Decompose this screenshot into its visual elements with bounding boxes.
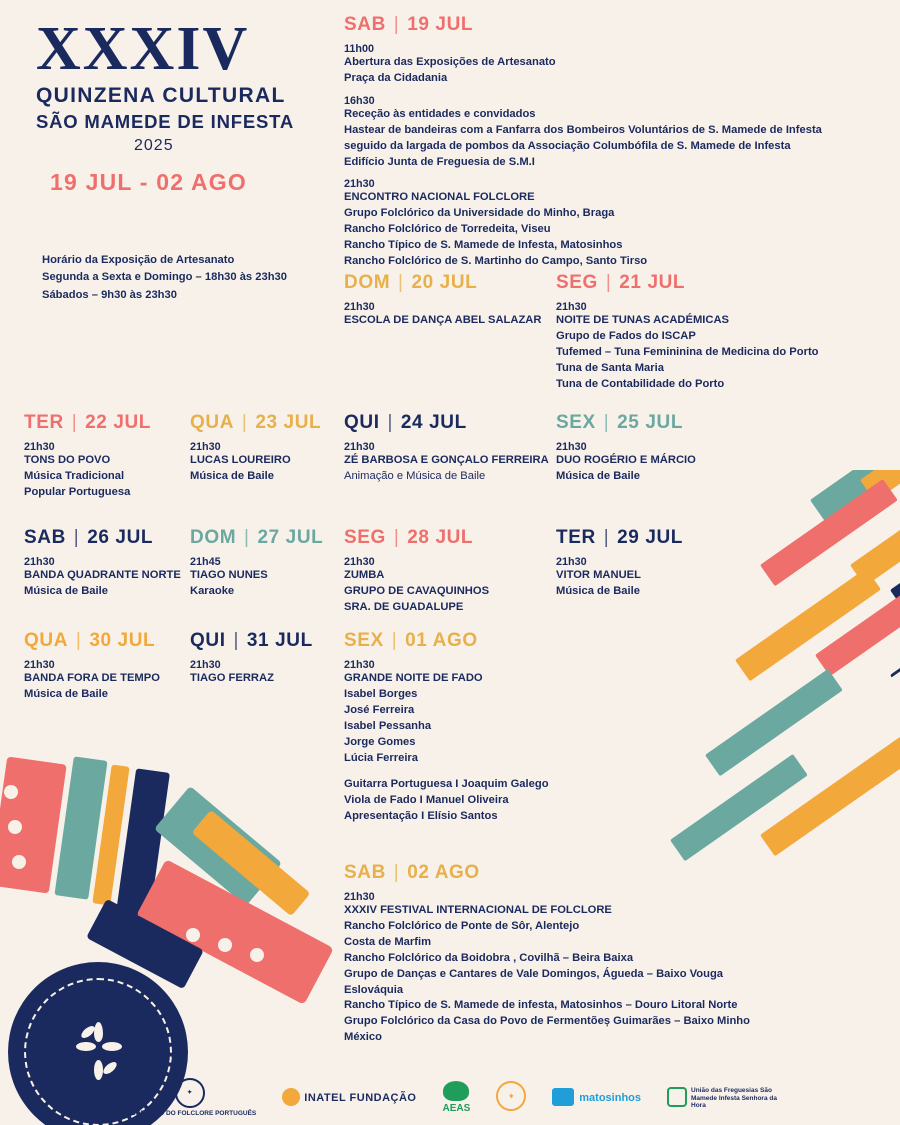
day-weekday: SEG bbox=[344, 527, 386, 548]
event-time: 16h30 bbox=[344, 94, 375, 107]
event-line: Rancho Folclórico de Torredeita, Viseu bbox=[344, 223, 551, 236]
event-time: 21h30 bbox=[344, 441, 375, 453]
event-time: 21h30 bbox=[344, 556, 375, 568]
day-weekday: QUI bbox=[344, 412, 380, 433]
logo-label: matosinhos bbox=[579, 1091, 641, 1104]
exhibition-hours-line2: Sábados – 9h30 às 23h30 bbox=[42, 288, 177, 301]
logo-matosinhos bbox=[552, 1088, 641, 1106]
uniao-freguesias-icon bbox=[667, 1087, 687, 1107]
day-block-sab-02-ago bbox=[344, 862, 864, 1046]
day-block-seg-21-jul bbox=[556, 272, 886, 393]
edition-number: XXXIV bbox=[36, 15, 250, 83]
poster-header bbox=[24, 14, 324, 304]
day-block-sab-19-jul bbox=[344, 14, 884, 270]
day-heading bbox=[344, 862, 864, 884]
event-line: LUCAS LOUREIRO bbox=[190, 454, 291, 466]
event-line: VITOR MANUEL bbox=[556, 569, 641, 581]
day-heading bbox=[556, 412, 766, 434]
day-block-sab-26-jul bbox=[24, 527, 189, 600]
logo-aeas bbox=[442, 1081, 470, 1115]
logo-label: FEDERAÇÃO DO FOLCLORE PORTUGUÊS bbox=[123, 1109, 257, 1117]
event-line: DUO ROGÉRIO E MÁRCIO bbox=[556, 454, 696, 466]
day-date: 02 AGO bbox=[407, 862, 480, 883]
event-line: ENCONTRO NACIONAL FOLCLORE bbox=[344, 191, 535, 204]
event-line: Música de Baile bbox=[190, 469, 274, 482]
day-separator: | bbox=[387, 14, 406, 35]
event-time: 21h30 bbox=[556, 301, 587, 313]
event-line: Eslováquia bbox=[344, 983, 404, 996]
matosinhos-icon bbox=[552, 1088, 574, 1106]
event-line: Tuna de Santa Maria bbox=[556, 361, 664, 374]
day-block-ter-29-jul bbox=[556, 527, 766, 600]
day-separator: | bbox=[65, 412, 84, 433]
event-line: Música de Baile bbox=[24, 584, 108, 597]
day-block-sex-25-jul bbox=[556, 412, 766, 485]
event-time: 21h30 bbox=[556, 441, 587, 453]
day-date: 20 JUL bbox=[411, 272, 478, 293]
day-separator: | bbox=[599, 272, 618, 293]
day-date: 24 JUL bbox=[400, 412, 467, 433]
event-line: SRA. DE GUADALUPE bbox=[344, 600, 464, 613]
logo-uniao-freguesias bbox=[667, 1085, 777, 1109]
aeas-tree-icon bbox=[443, 1081, 469, 1101]
day-block-qui-31-jul bbox=[190, 630, 340, 687]
day-weekday: DOM bbox=[190, 527, 237, 548]
event-line: Lúcia Ferreira bbox=[344, 751, 418, 764]
day-date: 30 JUL bbox=[89, 630, 156, 651]
event-line: BANDA FORA DE TEMPO bbox=[24, 672, 160, 684]
event-line: Isabel Borges bbox=[344, 687, 418, 700]
event-line: XXXIV FESTIVAL INTERNACIONAL DE FOLCLORE bbox=[344, 904, 612, 916]
day-block-qui-24-jul bbox=[344, 412, 554, 485]
day-weekday: SEX bbox=[344, 630, 384, 651]
day-weekday: DOM bbox=[344, 272, 391, 293]
day-weekday: TER bbox=[24, 412, 64, 433]
day-heading bbox=[344, 527, 554, 549]
event-line: TIAGO NUNES bbox=[190, 569, 268, 581]
day-date: 28 JUL bbox=[407, 527, 474, 548]
logo-brasao-junta bbox=[496, 1081, 526, 1113]
event-line: Costa de Marfim bbox=[344, 935, 432, 948]
day-block-dom-20-jul bbox=[344, 272, 544, 329]
day-separator: | bbox=[387, 862, 406, 883]
sponsor-logos bbox=[0, 1078, 900, 1117]
event-line: ZUMBA bbox=[344, 569, 385, 581]
logo-label: União das Freguesias São Mamede Infesta Senhora da Hora bbox=[691, 1087, 777, 1109]
event-line: Rancho Folclórico de Ponte de Sôr, Alentejo bbox=[344, 919, 580, 932]
day-heading bbox=[24, 630, 189, 652]
decoration-bottom-left bbox=[0, 730, 350, 1125]
event-time: 21h30 bbox=[344, 891, 375, 903]
event-line: Guitarra Portuguesa I Joaquim Galego bbox=[344, 778, 549, 791]
event-line: Receção às entidades e convidados bbox=[344, 107, 536, 120]
day-weekday: SEX bbox=[556, 412, 596, 433]
day-block-qua-23-jul bbox=[190, 412, 340, 485]
event-time: 21h30 bbox=[24, 659, 55, 671]
event-line: Grupo de Fados do ISCAP bbox=[556, 329, 696, 342]
day-heading bbox=[556, 527, 766, 549]
day-heading bbox=[190, 527, 340, 549]
event-line: NOITE DE TUNAS ACADÉMICAS bbox=[556, 314, 729, 326]
event-line: Grupo de Danças e Cantares de Vale Domingos, Águeda – Baixo Vouga bbox=[344, 967, 724, 980]
event-line: José Ferreira bbox=[344, 703, 415, 716]
logo-label: INATEL FUNDAÇÃO bbox=[304, 1091, 417, 1104]
event-line: ESCOLA DE DANÇA ABEL SALAZAR bbox=[344, 314, 542, 326]
event-time: 21h30 bbox=[344, 301, 375, 313]
event-line: Rancho Típico de S. Mamede de infesta, Matosinhos – Douro Litoral Norte bbox=[344, 999, 738, 1012]
day-date: 22 JUL bbox=[85, 412, 152, 433]
event-time: 11h00 bbox=[344, 43, 375, 55]
event-line: TIAGO FERRAZ bbox=[190, 672, 274, 684]
event-line: Rancho Folclórico de S. Martinho do Campo, Santo Tirso bbox=[344, 255, 648, 268]
brasao-icon: ⚜ bbox=[496, 1081, 526, 1111]
event-line: GRUPO DE CAVAQUINHOS bbox=[344, 584, 490, 597]
day-separator: | bbox=[67, 527, 86, 548]
day-date: 26 JUL bbox=[87, 527, 154, 548]
day-separator: | bbox=[597, 412, 616, 433]
day-block-ter-22-jul bbox=[24, 412, 184, 501]
event-name-line2: SÃO MAMEDE DE INFESTA bbox=[36, 111, 294, 132]
event-line: Apresentação I Elísio Santos bbox=[344, 810, 498, 823]
event-time: 21h30 bbox=[344, 178, 375, 191]
event-line: TONS DO POVO bbox=[24, 454, 111, 466]
logo-federacao-folclore-portugues bbox=[123, 1078, 256, 1117]
event-line: Praça da Cidadania bbox=[344, 71, 448, 84]
day-heading bbox=[344, 272, 544, 294]
day-date: 31 JUL bbox=[246, 630, 313, 651]
inatel-sun-icon bbox=[282, 1088, 300, 1106]
event-name-line1: QUINZENA CULTURAL bbox=[36, 84, 286, 107]
event-line: seguido da largada de pombos da Associação Columbófila de S. Mamede de Infesta bbox=[344, 139, 791, 152]
event-line: Música de Baile bbox=[556, 584, 640, 597]
day-separator: | bbox=[385, 630, 404, 651]
logo-inatel bbox=[282, 1088, 416, 1106]
day-block-qua-30-jul bbox=[24, 630, 189, 703]
day-date: 29 JUL bbox=[617, 527, 684, 548]
day-date: 21 JUL bbox=[619, 272, 686, 293]
event-line: Edifício Junta de Freguesia de S.M.I bbox=[344, 155, 535, 168]
event-line: Música de Baile bbox=[24, 687, 108, 700]
event-line: Tufemed – Tuna Femininina de Medicina do Porto bbox=[556, 345, 819, 358]
exhibition-hours bbox=[42, 252, 324, 304]
day-weekday: TER bbox=[556, 527, 596, 548]
event-dates: 19 JUL - 02 AGO bbox=[50, 169, 247, 195]
exhibition-hours-line1: Segunda a Sexta e Domingo – 18h30 às 23h30 bbox=[42, 271, 287, 284]
day-date: 25 JUL bbox=[617, 412, 684, 433]
event-line: Rancho Típico de S. Mamede de Infesta, Matosinhos bbox=[344, 239, 623, 252]
event-time: 21h30 bbox=[190, 441, 221, 453]
exhibition-hours-title: Horário da Exposição de Artesanato bbox=[42, 254, 235, 266]
day-date: 19 JUL bbox=[407, 14, 474, 35]
event-line: GRANDE NOITE DE FADO bbox=[344, 672, 483, 684]
day-weekday: SAB bbox=[344, 14, 386, 35]
day-date: 27 JUL bbox=[257, 527, 324, 548]
day-block-seg-28-jul bbox=[344, 527, 554, 616]
day-heading bbox=[190, 630, 340, 652]
event-line: Rancho Folclórico da Boidobra , Covilhã – Beira Baixa bbox=[344, 951, 634, 964]
event-time: 21h30 bbox=[344, 659, 375, 671]
day-separator: | bbox=[236, 412, 254, 433]
day-block-dom-27-jul bbox=[190, 527, 340, 600]
day-weekday: SEG bbox=[556, 272, 598, 293]
event-time: 21h30 bbox=[556, 556, 587, 568]
event-line: Hastear de bandeiras com a Fanfarra dos Bombeiros Voluntários de S. Mamede de Infesta bbox=[344, 123, 822, 136]
day-separator: | bbox=[381, 412, 399, 433]
day-separator: | bbox=[392, 272, 410, 293]
event-time: 21h45 bbox=[190, 556, 221, 568]
event-time: 21h30 bbox=[190, 659, 221, 671]
event-line: ZÉ BARBOSA E GONÇALO FERREIRA bbox=[344, 454, 549, 466]
day-weekday: QUA bbox=[24, 630, 69, 651]
event-line: Grupo Folclórico da Casa do Povo de Fermentõeș Guimarães – Baixo Minho bbox=[344, 1015, 750, 1028]
day-weekday: QUI bbox=[190, 630, 226, 651]
federacao-folclore-icon: ✦ bbox=[175, 1078, 205, 1108]
event-line: Abertura das Exposições de Artesanato bbox=[344, 56, 556, 68]
event-time: 21h30 bbox=[24, 441, 55, 453]
event-year: 2025 bbox=[134, 137, 174, 154]
event-time: 21h30 bbox=[24, 556, 55, 568]
day-separator: | bbox=[597, 527, 616, 548]
day-heading bbox=[344, 630, 674, 652]
event-line: Isabel Pessanha bbox=[344, 719, 432, 732]
event-line: México bbox=[344, 1031, 382, 1044]
day-date: 01 AGO bbox=[405, 630, 478, 651]
logo-label: AEAS bbox=[442, 1102, 471, 1114]
event-spacer bbox=[344, 766, 674, 777]
event-line: Animação e Música de Baile bbox=[344, 469, 486, 482]
event-line: Música de Baile bbox=[556, 469, 640, 482]
day-separator: | bbox=[70, 630, 88, 651]
event-line: Tuna de Contabilidade do Porto bbox=[556, 377, 725, 390]
day-heading bbox=[24, 412, 184, 434]
day-heading bbox=[556, 272, 886, 294]
day-heading bbox=[24, 527, 189, 549]
event-line: BANDA QUADRANTE NORTE bbox=[24, 569, 181, 581]
day-separator: | bbox=[387, 527, 406, 548]
day-weekday: SAB bbox=[344, 862, 386, 883]
day-separator: | bbox=[238, 527, 256, 548]
event-line: Grupo Folclórico da Universidade do Minho, Braga bbox=[344, 207, 615, 220]
event-line: Música Tradicional bbox=[24, 469, 125, 482]
day-heading bbox=[344, 14, 884, 36]
day-block-sex-01-ago bbox=[344, 630, 674, 825]
event-line: Karaoke bbox=[190, 584, 235, 597]
day-separator: | bbox=[227, 630, 245, 651]
event-line: Viola de Fado I Manuel Oliveira bbox=[344, 794, 509, 807]
day-heading bbox=[344, 412, 554, 434]
day-heading bbox=[190, 412, 340, 434]
event-line: Jorge Gomes bbox=[344, 735, 416, 748]
day-date: 23 JUL bbox=[255, 412, 322, 433]
event-line: Popular Portuguesa bbox=[24, 485, 131, 498]
day-weekday: SAB bbox=[24, 527, 66, 548]
day-weekday: QUA bbox=[190, 412, 235, 433]
